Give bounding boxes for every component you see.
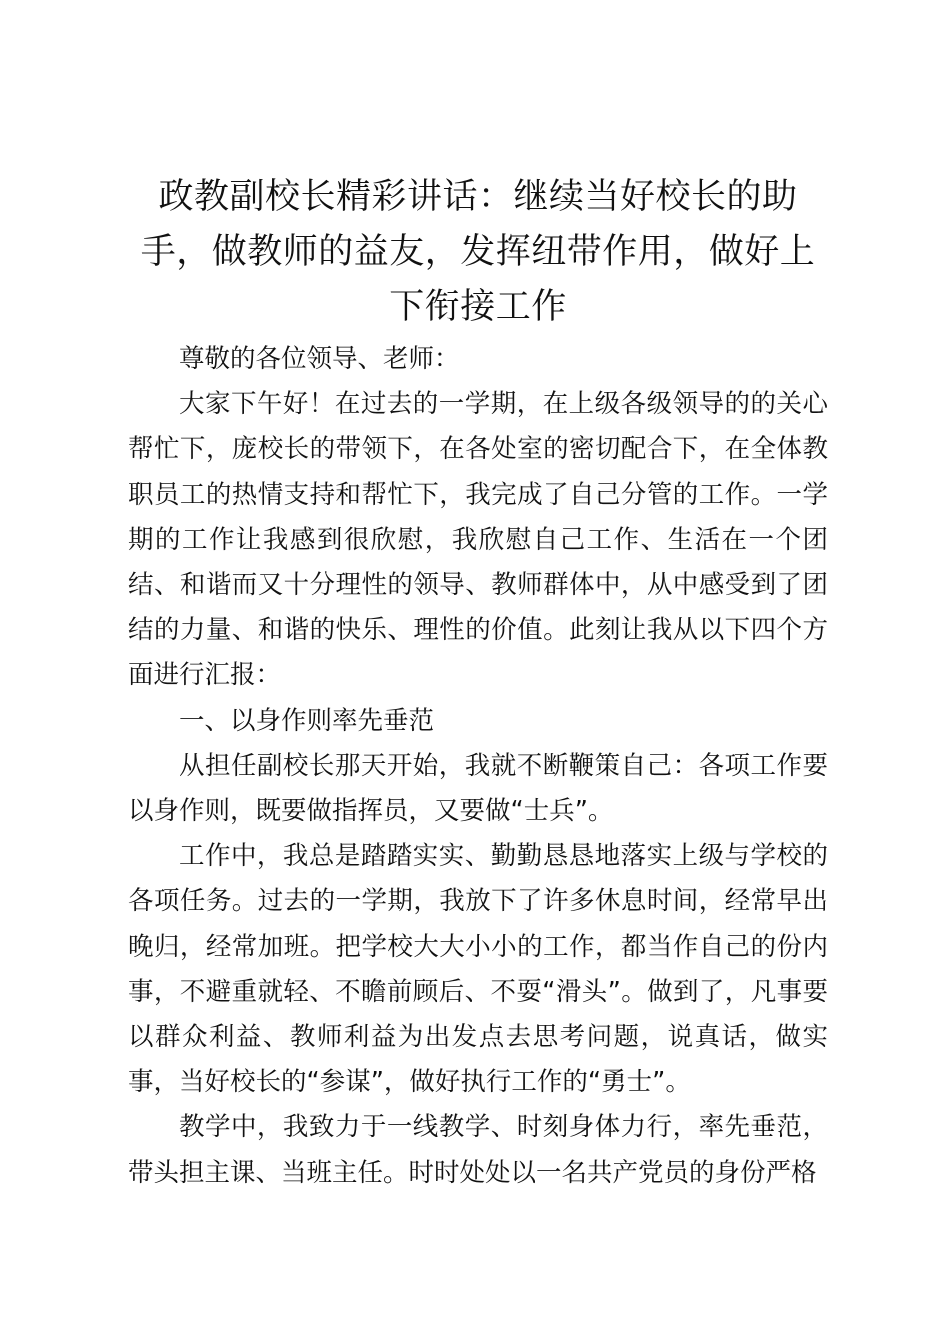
- salutation-paragraph: 尊敬的各位领导、老师：: [179, 344, 460, 374]
- body-paragraph: 大家下午好！在过去的一学期，在上级各级领导的的关心帮忙下，庞校长的带领下，在各处室的密切配合下，在全体教职员工的热情支持和帮忙下，我完成了自己分管的工作。一学期的工作让我感到很欣慰，我欣慰自己工作、生活在一个团结、和谐而又十分理性的领导、教师群体中，从中感受到了团结的力量、和谐的快乐、理性的价值。此刻让我从以下四个方面进行汇报：: [128, 389, 828, 691]
- body-paragraph: 工作中，我总是踏踏实实、勤勤恳恳地落实上级与学校的各项任务。过去的一学期，我放下了许多休息时间，经常早出晚归，经常加班。把学校大大小小的工作，都当作自己的份内事，不避重就轻、不瞻前顾后、不耍“滑头”。做到了，凡事要以群众利益、教师利益为出发点去思考问题，说真话，做实事，当好校长的“参谋”，做好执行工作的“勇士”。: [128, 841, 828, 1098]
- body-paragraph: 从担任副校长那天开始，我就不断鞭策自己：各项工作要以身作则，既要做指挥员，又要做“士兵”。: [128, 750, 828, 827]
- body-paragraph: 教学中，我致力于一线教学、时刻身体力行，率先垂范，带头担主课、当班主任。时时处处以一名共产党员的身份严格: [128, 1112, 828, 1188]
- document-title: 政教副校长精彩讲话：继续当好校长的助手，做教师的益友，发挥纽带作用，做好上下衔接工作: [140, 177, 816, 327]
- section-heading: 一、以身作则率先垂范: [179, 705, 435, 736]
- document-page: [128, 170, 828, 1196]
